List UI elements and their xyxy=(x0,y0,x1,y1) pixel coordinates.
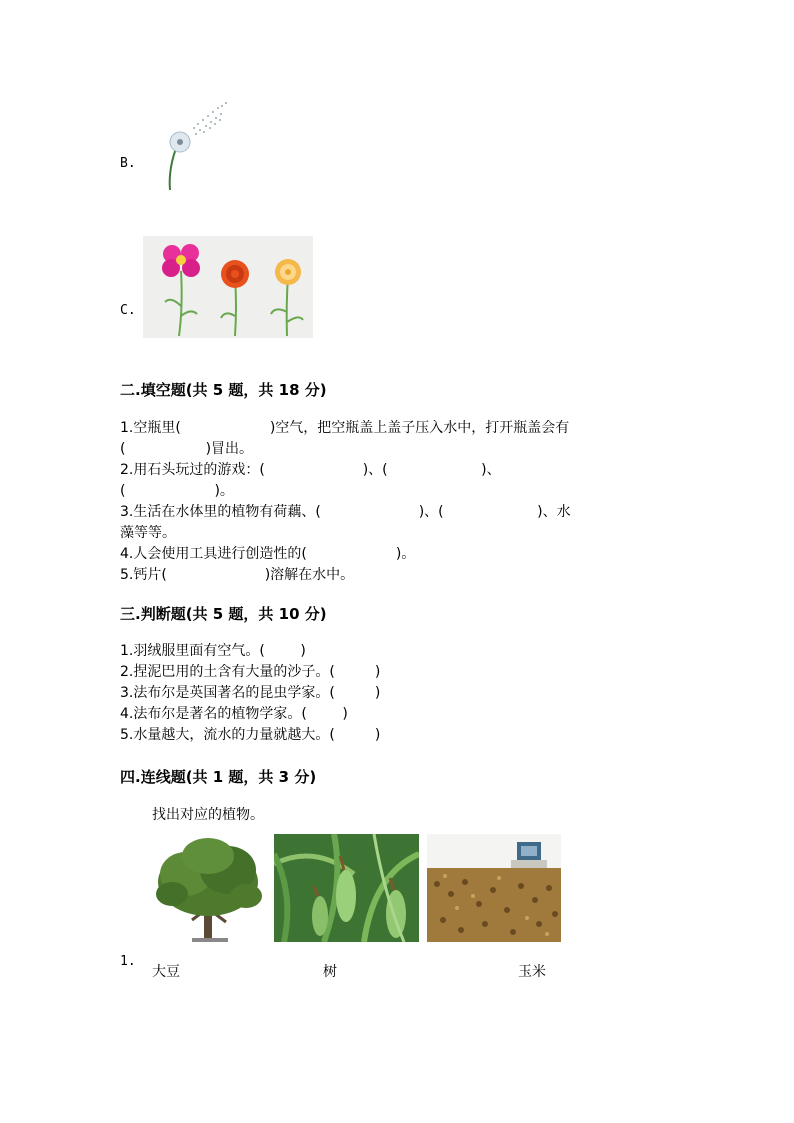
fill-blank-line: 1.空瓶里( )空气，把空瓶盖上盖子压入水中，打开瓶盖会有 xyxy=(120,420,570,436)
soybean-field-image xyxy=(427,834,561,942)
fill-blank-line: ( )。 xyxy=(120,483,234,499)
three-flowers-image xyxy=(143,236,313,338)
option-b-label: B. xyxy=(120,156,136,171)
section-title-fill-blank: 二.填空题(共 5 题，共 18 分) xyxy=(120,381,327,399)
true-false-line: 4.法布尔是著名的植物学家。( ) xyxy=(120,706,348,722)
true-false-line: 5.水量越大，流水的力量就越大。( ) xyxy=(120,727,381,743)
true-false-line: 1.羽绒服里面有空气。( ) xyxy=(120,643,306,659)
matching-item-number: 1. xyxy=(120,954,136,969)
section-title-matching: 四.连线题(共 1 题，共 3 分) xyxy=(120,768,317,786)
fill-blank-questions xyxy=(120,418,571,586)
fill-blank-line: 藻等等。 xyxy=(120,525,176,541)
true-false-line: 3.法布尔是英国著名的昆虫学家。( ) xyxy=(120,685,381,701)
option-c-label: C. xyxy=(120,303,136,318)
caption-soybean: 大豆 xyxy=(152,964,180,980)
section-title-true-false: 三.判断题(共 5 题，共 10 分) xyxy=(120,605,327,623)
fill-blank-line: ( )冒出。 xyxy=(120,441,254,457)
matching-instruction: 找出对应的植物。 xyxy=(152,807,264,823)
dandelion-image xyxy=(158,98,233,193)
tree-image xyxy=(152,834,264,942)
caption-tree: 树 xyxy=(323,964,337,980)
fill-blank-line: 3.生活在水体里的植物有荷藕、( )、( )、水 xyxy=(120,504,571,520)
caption-corn: 玉米 xyxy=(518,964,546,980)
fill-blank-line: 2.用石头玩过的游戏：( )、( )、 xyxy=(120,462,501,478)
corn-image xyxy=(274,834,419,942)
true-false-questions xyxy=(120,641,380,746)
true-false-line: 2.捏泥巴用的土含有大量的沙子。( ) xyxy=(120,664,381,680)
fill-blank-line: 4.人会使用工具进行创造性的( )。 xyxy=(120,546,416,562)
fill-blank-line: 5.钙片( )溶解在水中。 xyxy=(120,567,355,583)
